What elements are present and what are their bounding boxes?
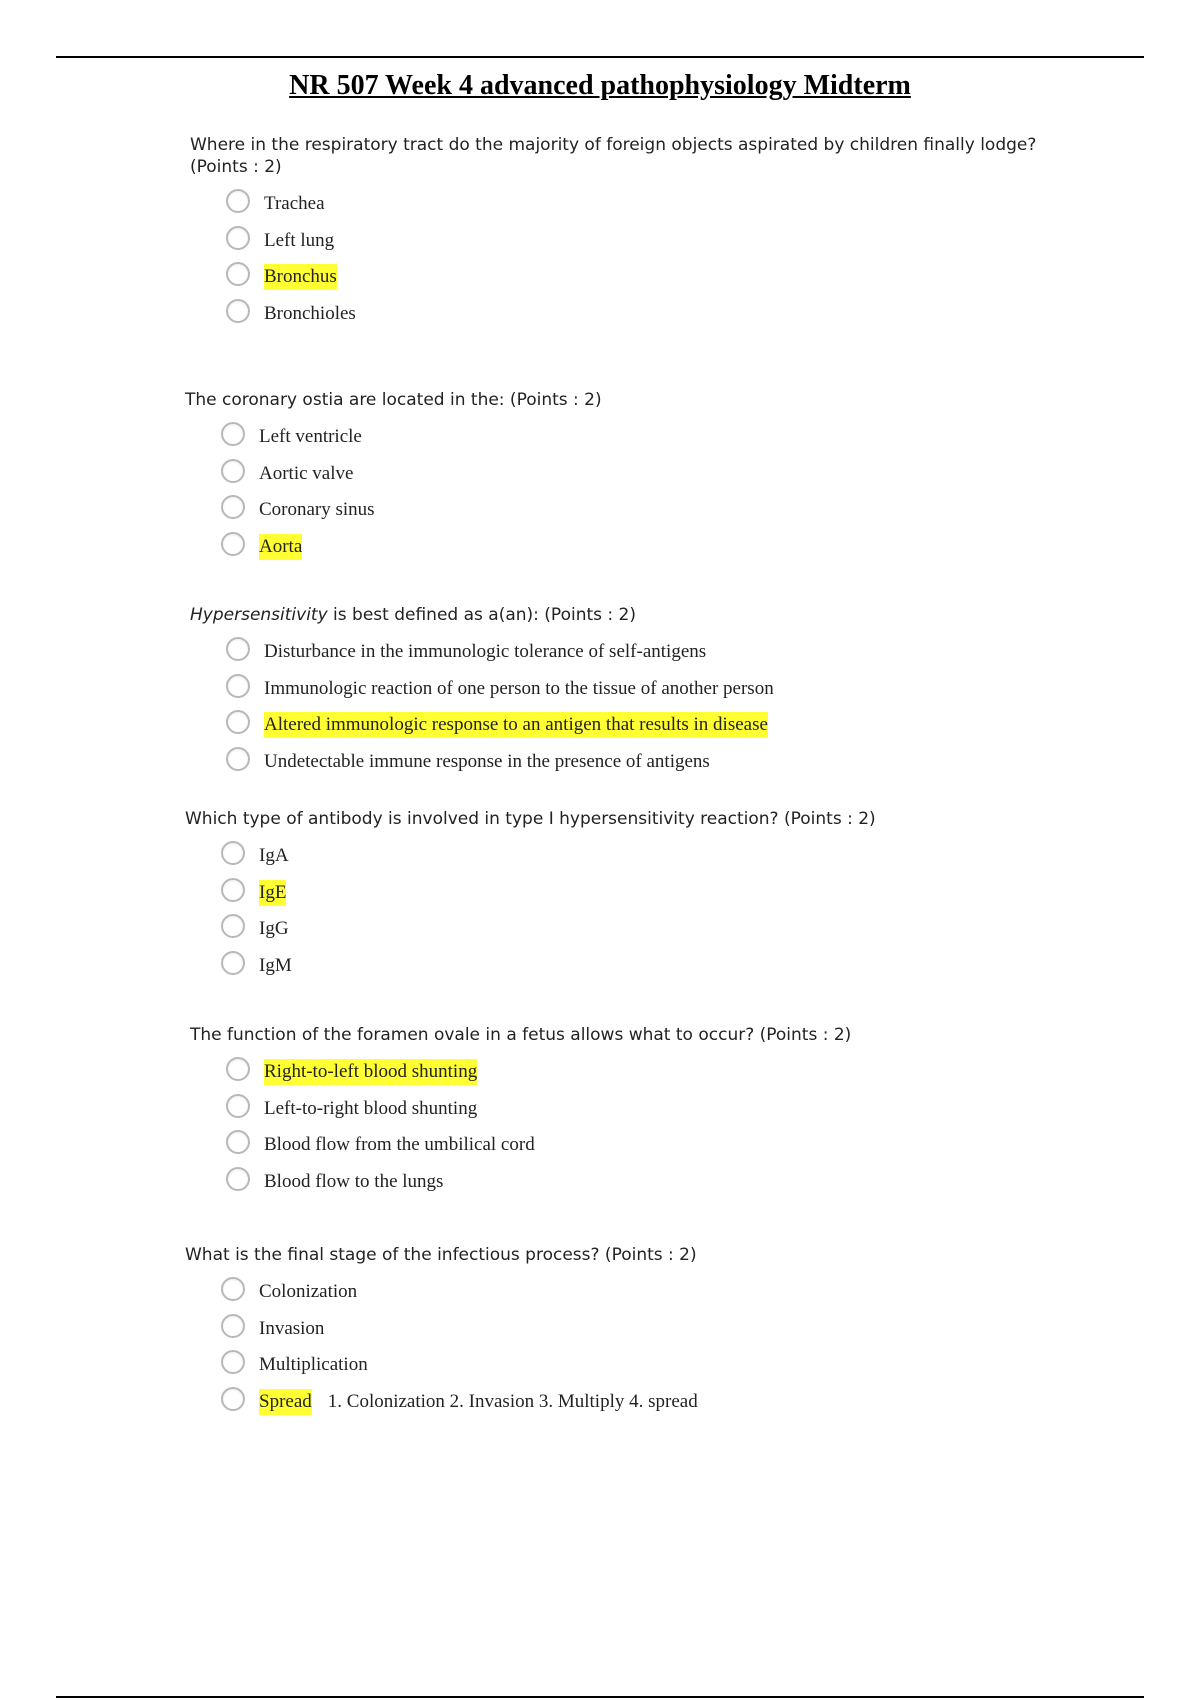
radio-button-icon[interactable]	[221, 495, 245, 519]
answer-option[interactable]	[226, 259, 1070, 296]
question-text-italic: Hypersensitivity	[190, 605, 328, 625]
radio-button-icon[interactable]	[221, 1387, 245, 1411]
radio-button-icon[interactable]	[221, 1314, 245, 1338]
answer-option[interactable]	[221, 948, 1085, 985]
answer-option[interactable]	[221, 492, 1065, 529]
answer-option[interactable]	[226, 671, 1090, 708]
radio-button-icon[interactable]	[221, 878, 245, 902]
radio-button-icon[interactable]	[226, 1130, 250, 1154]
option-label: Multiplication	[259, 1354, 368, 1376]
answer-option[interactable]	[221, 875, 1085, 912]
option-label: Left-to-right blood shunting	[264, 1097, 478, 1119]
answer-option[interactable]	[221, 1347, 1085, 1384]
answer-option[interactable]	[221, 1274, 1085, 1311]
question-text-rest: is best defined as a(an): (Points : 2)	[327, 605, 636, 625]
answer-option[interactable]	[221, 838, 1085, 875]
top-rule	[56, 56, 1144, 58]
answer-option[interactable]	[221, 456, 1065, 493]
radio-button-icon[interactable]	[221, 1350, 245, 1374]
option-label: IgA	[259, 845, 289, 867]
radio-button-icon[interactable]	[226, 226, 250, 250]
radio-button-icon[interactable]	[226, 262, 250, 286]
option-label: Bronchioles	[264, 302, 356, 324]
option-label: Blood flow from the umbilical cord	[264, 1134, 535, 1156]
radio-button-icon[interactable]	[221, 459, 245, 483]
answer-option[interactable]	[226, 1127, 1090, 1164]
answer-option[interactable]	[226, 707, 1090, 744]
option-label-highlighted: IgE	[259, 880, 286, 906]
answer-options	[185, 1274, 1085, 1420]
answer-options	[190, 186, 1070, 332]
option-label: Disturbance in the immunologic tolerance of self-antigens	[264, 641, 707, 663]
option-label: Trachea	[264, 193, 325, 215]
radio-button-icon[interactable]	[226, 747, 250, 771]
answer-option[interactable]	[226, 186, 1070, 223]
question-text: What is the final stage of the infectious process? (Points : 2)	[185, 1245, 697, 1265]
question-text: The function of the foramen ovale in a fetus allows what to occur? (Points : 2)	[190, 1025, 852, 1045]
option-label-highlighted: Bronchus	[264, 264, 337, 290]
radio-button-icon[interactable]	[226, 1057, 250, 1081]
radio-button-icon[interactable]	[221, 1277, 245, 1301]
radio-button-icon[interactable]	[226, 189, 250, 213]
radio-button-icon[interactable]	[221, 422, 245, 446]
answer-options	[190, 634, 1090, 780]
answer-option[interactable]	[226, 296, 1070, 333]
question-text: Where in the respiratory tract do the majority of foreign objects aspirated by children finally lodge? (Points : 2)	[190, 135, 1037, 177]
question-4	[185, 808, 1085, 984]
answer-option[interactable]	[226, 1054, 1090, 1091]
option-label: IgG	[259, 918, 289, 940]
radio-button-icon[interactable]	[226, 710, 250, 734]
radio-button-icon[interactable]	[226, 1094, 250, 1118]
answer-option[interactable]	[226, 223, 1070, 260]
option-label: Aortic valve	[259, 462, 354, 484]
option-label: Immunologic reaction of one person to the tissue of another person	[264, 677, 774, 699]
answer-option[interactable]	[226, 744, 1090, 781]
radio-button-icon[interactable]	[226, 637, 250, 661]
answer-option[interactable]	[221, 1311, 1085, 1348]
radio-button-icon[interactable]	[221, 532, 245, 556]
option-label-highlighted: Altered immunologic response to an antigen that results in disease	[264, 712, 768, 738]
question-text	[190, 604, 1090, 626]
answer-option[interactable]	[221, 911, 1085, 948]
option-label: IgM	[259, 954, 292, 976]
option-label: Left lung	[264, 229, 335, 251]
radio-button-icon[interactable]	[226, 299, 250, 323]
answer-options	[190, 1054, 1090, 1200]
question-2	[185, 389, 1065, 565]
option-label: Blood flow to the lungs	[264, 1170, 444, 1192]
answer-option[interactable]	[221, 529, 1065, 566]
answer-options	[185, 838, 1085, 984]
question-text: Which type of antibody is involved in type I hypersensitivity reaction? (Points : 2)	[185, 809, 876, 829]
radio-button-icon[interactable]	[221, 914, 245, 938]
answer-note: 1. Colonization 2. Invasion 3. Multiply 4. spread	[327, 1390, 698, 1412]
option-label: Colonization	[259, 1281, 358, 1303]
option-label: Undetectable immune response in the presence of antigens	[264, 750, 710, 772]
answer-options	[185, 419, 1065, 565]
answer-option[interactable]	[221, 419, 1065, 456]
option-label-highlighted: Spread	[259, 1389, 312, 1415]
question-text: The coronary ostia are located in the: (Points : 2)	[185, 390, 602, 410]
option-label-highlighted: Right-to-left blood shunting	[264, 1059, 477, 1085]
answer-option[interactable]	[226, 1091, 1090, 1128]
answer-option[interactable]	[226, 634, 1090, 671]
option-label: Coronary sinus	[259, 499, 375, 521]
question-3	[190, 604, 1090, 780]
question-6	[185, 1244, 1085, 1420]
answer-option[interactable]	[221, 1384, 1085, 1421]
option-label: Left ventricle	[259, 426, 362, 448]
answer-option[interactable]	[226, 1164, 1090, 1201]
option-label: Invasion	[259, 1317, 325, 1339]
radio-button-icon[interactable]	[221, 841, 245, 865]
question-5	[190, 1024, 1090, 1200]
page-title: NR 507 Week 4 advanced pathophysiology Midterm	[289, 70, 911, 101]
bottom-rule	[56, 1696, 1144, 1698]
radio-button-icon[interactable]	[226, 1167, 250, 1191]
question-1	[190, 134, 1070, 332]
radio-button-icon[interactable]	[221, 951, 245, 975]
option-label-highlighted: Aorta	[259, 534, 302, 560]
radio-button-icon[interactable]	[226, 674, 250, 698]
